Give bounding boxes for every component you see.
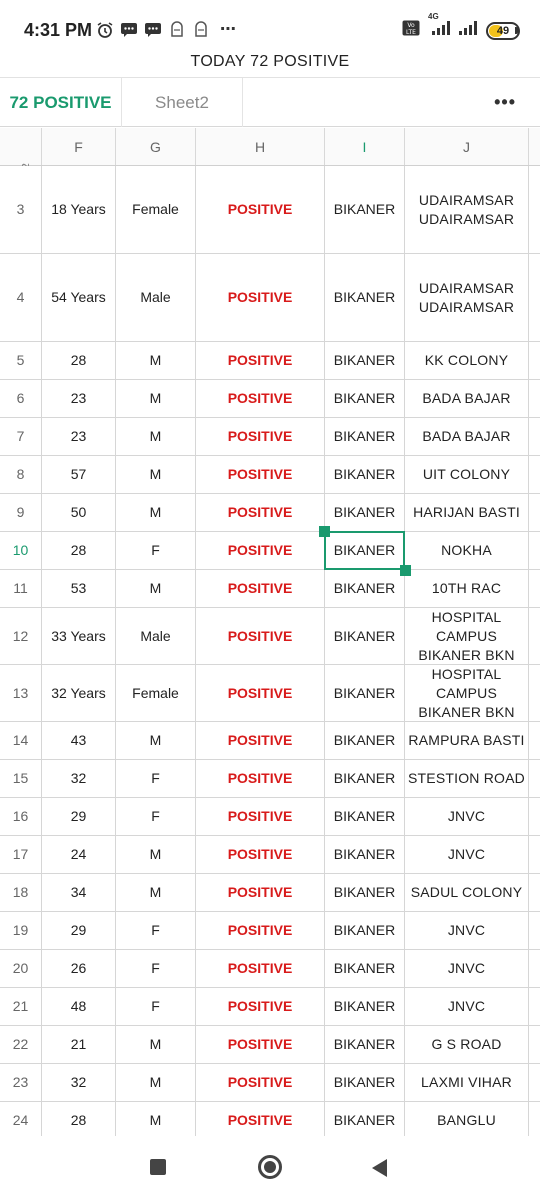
cell-h[interactable]: POSITIVE — [196, 380, 325, 417]
row-number[interactable]: 15 — [0, 760, 42, 797]
selection-handle-end[interactable] — [400, 565, 411, 576]
cell-g[interactable]: M — [116, 456, 196, 493]
cell-k[interactable] — [529, 912, 540, 949]
cell-g[interactable]: Male — [116, 254, 196, 341]
cell-f[interactable]: 48 — [42, 988, 116, 1025]
cell-i[interactable]: BIKANER — [325, 380, 405, 417]
cell-i[interactable]: BIKANER — [325, 456, 405, 493]
cell-j[interactable]: JNVC — [405, 988, 529, 1025]
cell-k[interactable] — [529, 608, 540, 664]
cell-k[interactable] — [529, 874, 540, 911]
more-notifications-icon: ⋯ — [220, 21, 237, 38]
column-header-g[interactable]: G — [116, 128, 196, 165]
cell-h[interactable]: POSITIVE — [196, 494, 325, 531]
select-all-corner[interactable] — [0, 128, 42, 165]
cell-h[interactable]: POSITIVE — [196, 798, 325, 835]
battery-icon — [486, 22, 518, 40]
cell-f[interactable]: 23 — [42, 418, 116, 455]
table-row — [0, 166, 540, 254]
cell-j[interactable]: UIT COLONY — [405, 456, 529, 493]
cell-k[interactable] — [529, 418, 540, 455]
cell-i[interactable]: BIKANER — [325, 798, 405, 835]
cell-f[interactable]: 24 — [42, 836, 116, 873]
cell-i[interactable]: BIKANER — [325, 665, 405, 721]
cell-g[interactable]: Female — [116, 665, 196, 721]
cell-f[interactable]: 28 — [42, 1102, 116, 1136]
cell-i[interactable]: BIKANER — [325, 988, 405, 1025]
cell-i[interactable]: BIKANER — [325, 1102, 405, 1136]
cell-i[interactable]: BIKANER — [325, 912, 405, 949]
table-row — [0, 608, 540, 665]
cell-h[interactable]: POSITIVE — [196, 874, 325, 911]
cell-j[interactable]: UDAIRAMSAR UDAIRAMSAR — [405, 166, 529, 253]
cell-i[interactable]: BIKANER — [325, 1064, 405, 1101]
notification-icon — [192, 22, 210, 38]
row-number[interactable]: 17 — [0, 836, 42, 873]
cell-i[interactable]: BIKANER — [325, 342, 405, 379]
column-header-i[interactable]: I — [325, 128, 405, 165]
row-number[interactable]: 7 — [0, 418, 42, 455]
cell-h[interactable]: POSITIVE — [196, 988, 325, 1025]
cell-j[interactable]: 10TH RAC — [405, 570, 529, 607]
table-row — [0, 532, 540, 570]
cell-j[interactable]: G S ROAD — [405, 1026, 529, 1063]
cell-k[interactable] — [529, 1064, 540, 1101]
cell-f[interactable]: 50 — [42, 494, 116, 531]
cell-h[interactable]: POSITIVE — [196, 836, 325, 873]
cell-h[interactable]: POSITIVE — [196, 608, 325, 664]
row-number[interactable]: 20 — [0, 950, 42, 987]
cell-j[interactable]: UDAIRAMSAR UDAIRAMSAR — [405, 254, 529, 341]
back-button[interactable] — [372, 1159, 387, 1177]
selection-handle-start[interactable] — [319, 526, 330, 537]
cell-g[interactable]: M — [116, 1026, 196, 1063]
cell-f[interactable]: 28 — [42, 342, 116, 379]
cell-f[interactable]: 29 — [42, 912, 116, 949]
cell-h[interactable]: POSITIVE — [196, 1102, 325, 1136]
cell-h[interactable]: POSITIVE — [196, 342, 325, 379]
cell-f[interactable]: 53 — [42, 570, 116, 607]
cell-h[interactable]: POSITIVE — [196, 418, 325, 455]
cell-f[interactable]: 32 — [42, 760, 116, 797]
svg-text:LTE: LTE — [406, 29, 416, 36]
cell-j[interactable]: NOKHA — [405, 532, 529, 569]
message-icon — [120, 22, 138, 38]
cell-f[interactable]: 28 — [42, 532, 116, 569]
table-row — [0, 380, 540, 418]
table-row — [0, 665, 540, 722]
spreadsheet-grid[interactable] — [0, 128, 540, 1136]
cell-g[interactable]: F — [116, 532, 196, 569]
battery-percent: 49 — [496, 24, 510, 37]
system-icons — [402, 12, 518, 41]
row-number[interactable]: 6 — [0, 380, 42, 417]
row-number[interactable]: 3 — [0, 166, 42, 253]
cell-g[interactable]: M — [116, 342, 196, 379]
cell-g[interactable]: Male — [116, 608, 196, 664]
notification-icon — [168, 22, 186, 38]
row-number[interactable]: 16 — [0, 798, 42, 835]
table-row — [0, 342, 540, 380]
cell-f[interactable]: 26 — [42, 950, 116, 987]
cell-k[interactable] — [529, 456, 540, 493]
status-bar — [0, 0, 540, 52]
row-number[interactable]: 4 — [0, 254, 42, 341]
cell-j[interactable]: BANGLU — [405, 1102, 529, 1136]
cell-i[interactable]: BIKANER — [325, 418, 405, 455]
cell-f[interactable]: 34 — [42, 874, 116, 911]
cell-i[interactable]: BIKANER — [325, 494, 405, 531]
cell-g[interactable]: M — [116, 836, 196, 873]
cell-i[interactable]: BIKANER — [325, 1026, 405, 1063]
cell-i[interactable]: BIKANER — [325, 608, 405, 664]
cell-h[interactable]: POSITIVE — [196, 570, 325, 607]
row-number[interactable]: 11 — [0, 570, 42, 607]
cell-j[interactable]: JNVC — [405, 798, 529, 835]
cell-f[interactable]: 32 Years — [42, 665, 116, 721]
tab-sheet2[interactable]: Sheet2 — [122, 78, 243, 127]
cell-k[interactable] — [529, 988, 540, 1025]
cell-k[interactable] — [529, 665, 540, 721]
network-type-label: 4G — [428, 12, 439, 21]
cell-i[interactable]: BIKANER — [325, 532, 405, 569]
row-number[interactable]: 13 — [0, 665, 42, 721]
table-row — [0, 570, 540, 608]
row-number[interactable]: 12 — [0, 608, 42, 664]
row-number[interactable]: 18 — [0, 874, 42, 911]
row-number[interactable]: 21 — [0, 988, 42, 1025]
cell-h[interactable]: POSITIVE — [196, 912, 325, 949]
table-row — [0, 988, 540, 1026]
signal-icon — [426, 12, 452, 41]
table-row — [0, 950, 540, 988]
row-number[interactable]: 9 — [0, 494, 42, 531]
cell-f[interactable]: 23 — [42, 380, 116, 417]
document-title: TODAY 72 POSITIVE — [190, 53, 350, 70]
cell-g[interactable]: M — [116, 418, 196, 455]
row-number[interactable]: 5 — [0, 342, 42, 379]
table-row — [0, 912, 540, 950]
cell-k[interactable] — [529, 166, 540, 253]
cell-j[interactable]: BADA BAJAR — [405, 380, 529, 417]
cell-j[interactable]: SADUL COLONY — [405, 874, 529, 911]
cell-j[interactable]: HOSPITAL CAMPUS BIKANER BKN — [405, 608, 529, 664]
row-number[interactable]: 22 — [0, 1026, 42, 1063]
cell-f[interactable]: 43 — [42, 722, 116, 759]
cell-h[interactable]: POSITIVE — [196, 1026, 325, 1063]
column-header-f[interactable]: F — [42, 128, 116, 165]
cell-k[interactable] — [529, 494, 540, 531]
cell-f[interactable]: 57 — [42, 456, 116, 493]
cell-k[interactable] — [529, 380, 540, 417]
cell-k[interactable] — [529, 950, 540, 987]
column-header-next[interactable] — [529, 128, 540, 165]
sheet-tabs — [0, 77, 540, 127]
cell-i[interactable]: BIKANER — [325, 874, 405, 911]
cell-k[interactable] — [529, 722, 540, 759]
cell-j[interactable]: HOSPITAL CAMPUS BIKANER BKN — [405, 665, 529, 721]
cell-j[interactable]: STESTION ROAD — [405, 760, 529, 797]
table-row — [0, 254, 540, 342]
table-row — [0, 1102, 540, 1136]
cell-i[interactable]: BIKANER — [325, 570, 405, 607]
cell-k[interactable] — [529, 836, 540, 873]
cell-f[interactable]: 29 — [42, 798, 116, 835]
svg-text:Vo: Vo — [407, 22, 415, 29]
cell-h[interactable]: POSITIVE — [196, 532, 325, 569]
home-button[interactable] — [258, 1155, 282, 1179]
cell-i[interactable]: BIKANER — [325, 950, 405, 987]
cell-j[interactable]: KK COLONY — [405, 342, 529, 379]
cell-j[interactable]: RAMPURA BASTI — [405, 722, 529, 759]
tab-72-positive[interactable]: 72 POSITIVE — [0, 78, 122, 127]
navigation-bar — [0, 1136, 540, 1200]
column-header-row — [0, 128, 540, 166]
cell-f[interactable]: 33 Years — [42, 608, 116, 664]
table-row — [0, 760, 540, 798]
column-header-h[interactable]: H — [196, 128, 325, 165]
table-row — [0, 418, 540, 456]
cell-j[interactable]: BADA BAJAR — [405, 418, 529, 455]
cell-f[interactable]: 18 Years — [42, 166, 116, 253]
cell-i[interactable]: BIKANER — [325, 836, 405, 873]
cell-h[interactable]: POSITIVE — [196, 1064, 325, 1101]
cell-g[interactable]: M — [116, 1064, 196, 1101]
cell-h[interactable]: POSITIVE — [196, 760, 325, 797]
cell-j[interactable]: JNVC — [405, 950, 529, 987]
table-row — [0, 494, 540, 532]
row-number[interactable]: 23 — [0, 1064, 42, 1101]
notification-icons — [96, 22, 237, 38]
cell-h[interactable]: POSITIVE — [196, 665, 325, 721]
alarm-icon — [96, 22, 114, 38]
cell-h[interactable]: POSITIVE — [196, 166, 325, 253]
cell-j[interactable]: HARIJAN BASTI — [405, 494, 529, 531]
cell-g[interactable]: M — [116, 874, 196, 911]
message-icon — [144, 22, 162, 38]
cell-g[interactable]: F — [116, 988, 196, 1025]
cell-g[interactable]: F — [116, 798, 196, 835]
table-row — [0, 722, 540, 760]
cell-h[interactable]: POSITIVE — [196, 254, 325, 341]
cell-k[interactable] — [529, 342, 540, 379]
more-options-icon[interactable]: ••• — [494, 92, 516, 112]
cell-g[interactable]: M — [116, 1102, 196, 1136]
table-row — [0, 1064, 540, 1102]
cell-k[interactable] — [529, 532, 540, 569]
cell-k[interactable] — [529, 1026, 540, 1063]
cell-f[interactable]: 21 — [42, 1026, 116, 1063]
table-row — [0, 1026, 540, 1064]
cell-k[interactable] — [529, 798, 540, 835]
volte-icon — [402, 20, 420, 41]
cell-k[interactable] — [529, 570, 540, 607]
cell-g[interactable]: F — [116, 950, 196, 987]
cell-i[interactable]: BIKANER — [325, 760, 405, 797]
cell-k[interactable] — [529, 1102, 540, 1136]
row-number[interactable]: 8 — [0, 456, 42, 493]
cell-j[interactable]: LAXMI VIHAR — [405, 1064, 529, 1101]
row-number[interactable]: 14 — [0, 722, 42, 759]
row-number[interactable]: 24 — [0, 1102, 42, 1136]
cell-j[interactable]: JNVC — [405, 836, 529, 873]
cell-g[interactable]: F — [116, 760, 196, 797]
cell-g[interactable]: F — [116, 912, 196, 949]
cell-h[interactable]: POSITIVE — [196, 722, 325, 759]
status-time: 4:31 PM — [24, 20, 93, 40]
signal-icon — [458, 20, 480, 41]
cell-j[interactable]: JNVC — [405, 912, 529, 949]
cell-f[interactable]: 54 Years — [42, 254, 116, 341]
row-number[interactable]: 10 — [0, 532, 42, 569]
cell-g[interactable]: M — [116, 380, 196, 417]
table-row — [0, 836, 540, 874]
cell-f[interactable]: 32 — [42, 1064, 116, 1101]
row-number[interactable]: 19 — [0, 912, 42, 949]
cell-i[interactable]: BIKANER — [325, 722, 405, 759]
table-row — [0, 874, 540, 912]
cell-i[interactable]: BIKANER — [325, 166, 405, 253]
cell-g[interactable]: M — [116, 570, 196, 607]
table-row — [0, 798, 540, 836]
cell-k[interactable] — [529, 760, 540, 797]
cell-k[interactable] — [529, 254, 540, 341]
cell-h[interactable]: POSITIVE — [196, 950, 325, 987]
cell-i[interactable]: BIKANER — [325, 254, 405, 341]
cell-h[interactable]: POSITIVE — [196, 456, 325, 493]
cell-g[interactable]: Female — [116, 166, 196, 253]
cell-g[interactable]: M — [116, 494, 196, 531]
column-header-j[interactable]: J — [405, 128, 529, 165]
table-row — [0, 456, 540, 494]
cell-g[interactable]: M — [116, 722, 196, 759]
recents-button[interactable] — [150, 1159, 166, 1175]
